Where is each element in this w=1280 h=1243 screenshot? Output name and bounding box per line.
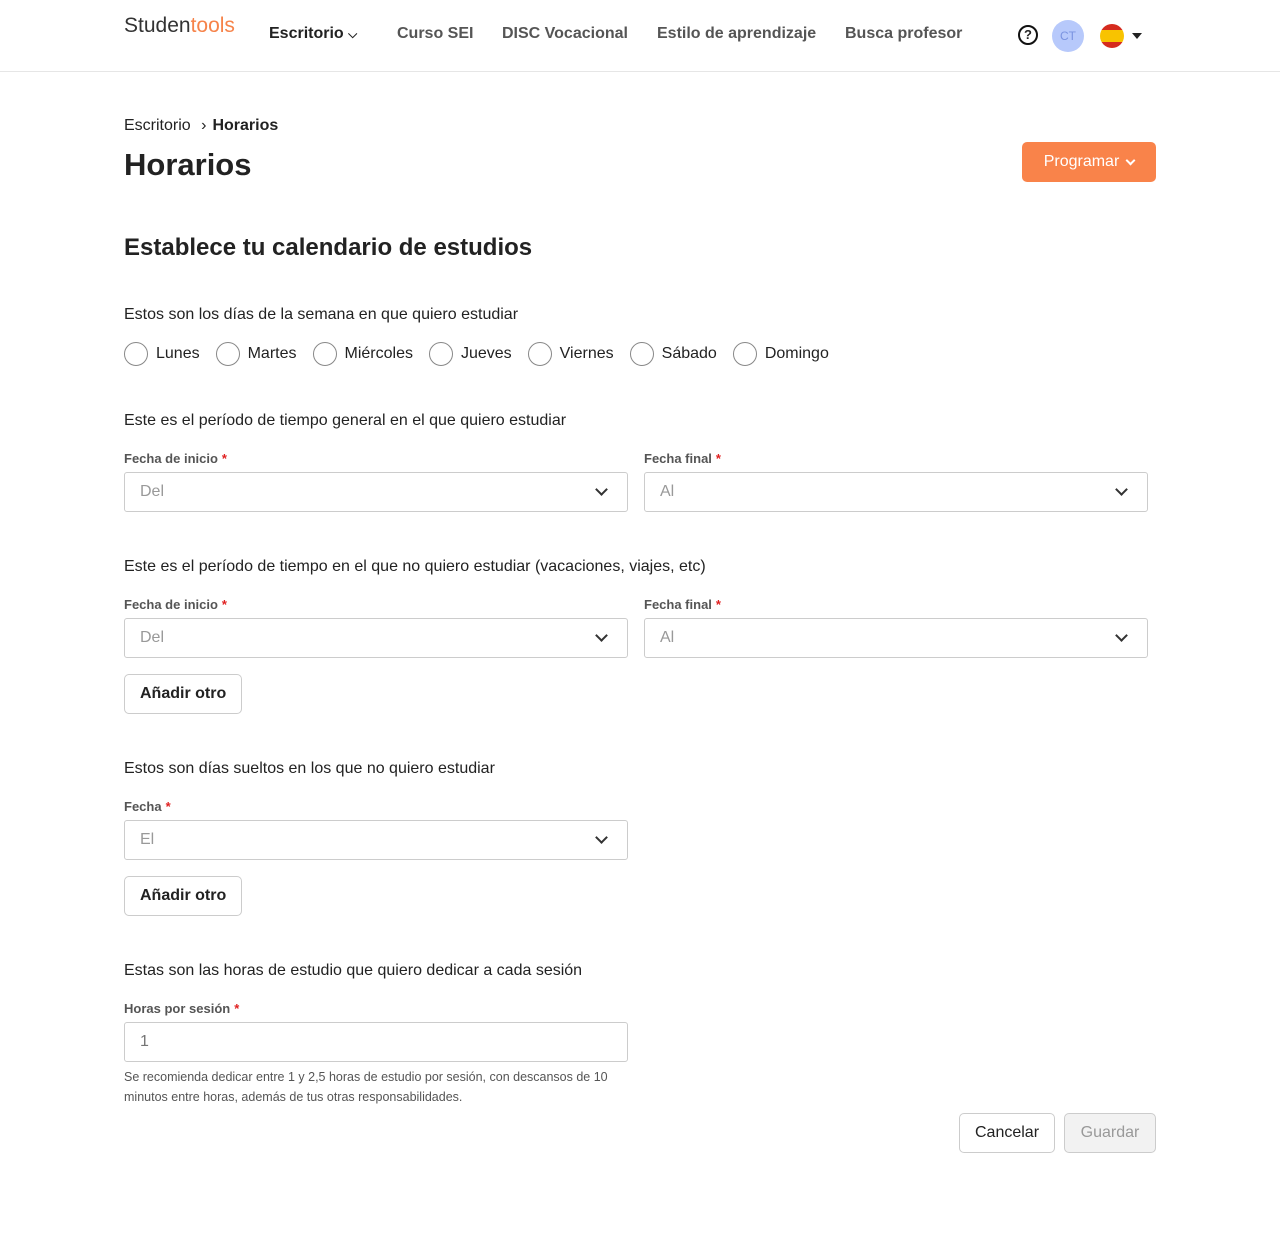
field-label: Fecha de inicio * xyxy=(124,451,227,466)
save-button[interactable]: Guardar xyxy=(1064,1113,1156,1153)
top-nav xyxy=(0,0,1280,72)
chevron-down-icon xyxy=(595,483,608,496)
chevron-right-icon: › xyxy=(201,117,207,134)
spain-flag-icon[interactable] xyxy=(1100,24,1124,48)
day-option[interactable] xyxy=(528,342,614,366)
chevron-down-icon xyxy=(1126,155,1136,165)
day-option[interactable] xyxy=(429,342,512,366)
day-option[interactable] xyxy=(216,342,297,366)
radio-button[interactable] xyxy=(313,342,337,366)
nav-curso-sei[interactable]: Curso SEI xyxy=(397,25,474,42)
logo-text: Studen xyxy=(124,14,191,37)
chevron-down-icon: ⌵ xyxy=(348,27,358,41)
programar-label: Programar xyxy=(1043,153,1120,170)
section-title: Establece tu calendario de estudios xyxy=(124,234,533,261)
general-start-date-select[interactable]: Del xyxy=(124,472,628,512)
field-label: Fecha final * xyxy=(644,597,721,612)
field-label: Fecha final * xyxy=(644,451,721,466)
off-start-date-select[interactable]: Del xyxy=(124,618,628,658)
radio-button[interactable] xyxy=(630,342,654,366)
breadcrumb xyxy=(124,117,278,135)
day-option[interactable] xyxy=(733,342,829,366)
field-label: Fecha de inicio * xyxy=(124,597,227,612)
radio-button[interactable] xyxy=(429,342,453,366)
field-label: Horas por sesión * xyxy=(124,1001,240,1016)
cancel-button[interactable]: Cancelar xyxy=(959,1113,1055,1153)
off-period-question: Este es el período de tiempo en el que no quiero estudiar (vacaciones, viajes, etc) xyxy=(124,558,706,575)
day-label: Miércoles xyxy=(344,345,413,362)
breadcrumb-current: Horarios xyxy=(212,117,279,134)
days-question: Estos son los días de la semana en que quiero estudiar xyxy=(124,306,519,323)
avatar[interactable]: CT xyxy=(1052,20,1084,52)
radio-button[interactable] xyxy=(528,342,552,366)
day-option[interactable] xyxy=(630,342,717,366)
single-days-question: Estos son días sueltos en los que no quiero estudiar xyxy=(124,760,495,777)
logo-text-accent: tools xyxy=(190,14,235,37)
day-label: Domingo xyxy=(764,345,829,362)
day-label: Jueves xyxy=(460,345,512,362)
hours-per-session-input[interactable] xyxy=(124,1022,628,1062)
chevron-down-icon xyxy=(1115,629,1128,642)
day-label: Viernes xyxy=(559,345,614,362)
radio-button[interactable] xyxy=(733,342,757,366)
nav-escritorio[interactable] xyxy=(269,25,357,43)
day-label: Sábado xyxy=(661,345,717,362)
help-icon[interactable]: ? xyxy=(1018,25,1038,45)
radio-button[interactable] xyxy=(124,342,148,366)
hours-question: Estas son las horas de estudio que quiero dedicar a cada sesión xyxy=(124,962,583,979)
nav-estilo-aprendizaje[interactable]: Estilo de aprendizaje xyxy=(657,25,817,42)
day-label: Lunes xyxy=(156,345,200,362)
days-group xyxy=(124,342,829,366)
nav-disc-vocacional[interactable]: DISC Vocacional xyxy=(502,25,628,42)
programar-button[interactable] xyxy=(1022,142,1156,182)
day-label: Martes xyxy=(247,345,297,362)
radio-button[interactable] xyxy=(216,342,240,366)
studentools-logo[interactable] xyxy=(124,14,235,38)
day-option[interactable] xyxy=(313,342,413,366)
nav-label: Escritorio xyxy=(269,25,344,42)
page-title: Horarios xyxy=(124,147,252,182)
general-end-date-select[interactable]: Al xyxy=(644,472,1148,512)
caret-down-icon[interactable] xyxy=(1132,33,1142,39)
hours-hint: Se recomienda dedicar entre 1 y 2,5 horas de estudio por sesión, con descansos de 10 minutos entre horas, además de tus otras responsabilidades. xyxy=(124,1070,608,1104)
chevron-down-icon xyxy=(1115,483,1128,496)
chevron-down-icon xyxy=(595,629,608,642)
single-day-select[interactable]: El xyxy=(124,820,628,860)
off-end-date-select[interactable]: Al xyxy=(644,618,1148,658)
field-label: Fecha * xyxy=(124,799,171,814)
day-option[interactable] xyxy=(124,342,200,366)
general-period-question: Este es el período de tiempo general en el que quiero estudiar xyxy=(124,412,567,429)
chevron-down-icon xyxy=(595,831,608,844)
add-off-period-button[interactable]: Añadir otro xyxy=(124,674,242,714)
nav-busca-profesor[interactable]: Busca profesor xyxy=(845,25,963,42)
add-single-day-button[interactable]: Añadir otro xyxy=(124,876,242,916)
breadcrumb-parent[interactable]: Escritorio xyxy=(124,117,191,134)
